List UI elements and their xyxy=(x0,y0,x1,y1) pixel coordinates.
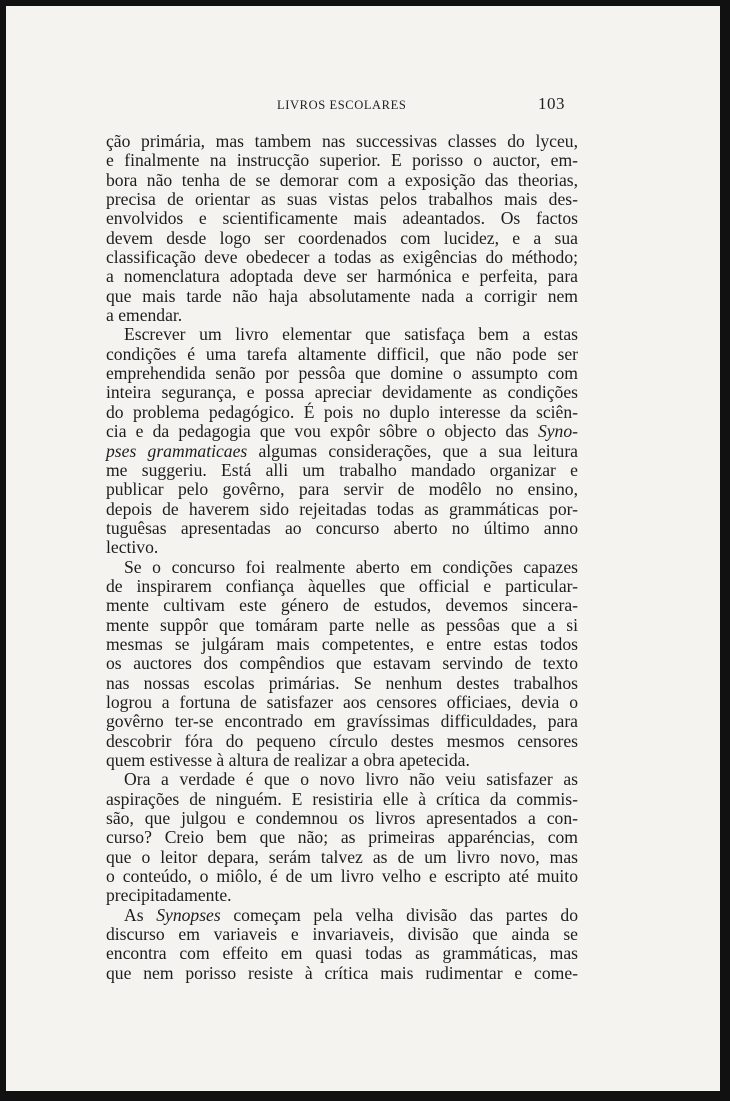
text-line xyxy=(106,248,578,267)
text-line xyxy=(106,519,578,538)
text-line xyxy=(106,751,578,770)
text-line xyxy=(106,461,578,480)
text-line xyxy=(106,287,578,306)
text-line xyxy=(106,828,578,847)
line-text: quem estivesse à altura de realizar a obra apetecida. xyxy=(106,750,470,770)
line-text: a emendar. xyxy=(106,305,183,326)
body-text xyxy=(106,132,578,983)
line-text: mente cultivam este género de estudos, devemos sincera- xyxy=(106,595,578,616)
text-line xyxy=(106,925,578,944)
text-line xyxy=(106,132,578,151)
line-text: Escrever um livro elementar que satisfaça bem a estas xyxy=(124,324,578,345)
line-text: o conteúdo, o miôlo, é de um livro velho e escripto até muito xyxy=(106,866,578,887)
line-text: a nomenclatura adoptada deve ser harmónica e perfeita, para xyxy=(106,266,578,287)
text-line xyxy=(106,151,578,170)
text-line xyxy=(106,558,578,577)
text-line xyxy=(106,422,578,441)
text-line xyxy=(106,442,578,461)
line-text: que mais tarde não haja absolutamente nada a corrigir nem xyxy=(106,285,578,306)
text-line xyxy=(106,693,578,712)
text-line xyxy=(106,674,578,693)
line-text: emprehendida senão por pessôa que domine o assumpto com xyxy=(106,363,578,384)
text-line xyxy=(106,229,578,248)
line-text: os auctores dos compêndios que estavam servindo de texto xyxy=(106,653,578,674)
line-text: do problema pedagógico. É pois no duplo interesse da sciên- xyxy=(106,401,578,422)
line-text: nas nossas escolas primárias. Se nenhum destes trabalhos xyxy=(106,672,578,693)
text-line xyxy=(106,267,578,286)
line-text: bora não tenha de se demorar com a exposição das theorias, xyxy=(106,169,578,190)
line-text: tuguêsas apresentadas ao concurso aberto no último anno xyxy=(106,517,578,538)
text-line xyxy=(106,171,578,190)
text-line xyxy=(106,886,578,905)
line-text: mesmas se julgáram mais competentes, e entre estas todos xyxy=(106,633,578,654)
text-line xyxy=(106,383,578,402)
line-text: que o leitor depara, serám talvez as de um livro novo, mas xyxy=(106,846,578,867)
line-text: lectivo. xyxy=(106,537,159,558)
text-line xyxy=(106,732,578,751)
line-text: classificação deve obedecer a todas as exigências do méthodo; xyxy=(106,247,578,268)
text-line xyxy=(106,538,578,557)
page-number: 103 xyxy=(538,94,565,113)
text-line xyxy=(106,906,578,925)
text-line xyxy=(106,790,578,809)
line-text: aspirações de ninguém. E resistiria elle à crítica da commis- xyxy=(106,788,578,809)
text-line xyxy=(106,635,578,654)
line-text: de inspirarem confiança àquelles que official e particular- xyxy=(106,575,578,596)
line-text: Se o concurso foi realmente aberto em condições capazes xyxy=(124,556,578,577)
line-text: cia e da pedagogia que vou expôr sôbre o objecto das xyxy=(106,421,538,442)
text-line xyxy=(106,190,578,209)
line-text: começam pela velha divisão das partes do xyxy=(220,904,578,925)
line-text: me suggeriu. Está alli um trabalho mandado organizar e xyxy=(106,459,578,480)
text-line xyxy=(106,596,578,615)
italic-term: pses grammaticaes xyxy=(106,440,248,461)
text-line xyxy=(106,500,578,519)
running-head xyxy=(6,94,730,118)
line-text: condições é uma tarefa altamente difficil, que não pode ser xyxy=(106,343,578,364)
line-text: ção primária, mas tambem nas successivas classes do lyceu, xyxy=(106,131,578,151)
text-line xyxy=(106,345,578,364)
line-text: govêrno ter-se encontrado em gravíssimas difficuldades, para xyxy=(106,711,578,732)
text-line xyxy=(106,209,578,228)
line-text: publicar pelo govêrno, para servir de modêlo no ensino, xyxy=(106,479,578,500)
line-text: As xyxy=(124,904,157,925)
text-line xyxy=(106,403,578,422)
text-line xyxy=(106,944,578,963)
line-text: que nem porisso resiste à crítica mais rudimentar e come- xyxy=(106,962,578,983)
text-line xyxy=(106,654,578,673)
text-line xyxy=(106,616,578,635)
text-line xyxy=(106,325,578,344)
line-text: e finalmente na instrucção superior. E porisso o auctor, em- xyxy=(106,150,578,171)
line-text: devem desde logo ser coordenados com lucidez, e a sua xyxy=(106,227,578,248)
line-text: envolvidos e scientificamente mais adeantados. Os factos xyxy=(106,208,578,229)
text-line xyxy=(106,867,578,886)
line-text: descobrir fóra do pequeno círculo destes mesmos censores xyxy=(106,730,578,751)
line-text: são, que julgou e condemnou os livros apresentados a con- xyxy=(106,808,578,829)
line-text: curso? Creio bem que não; as primeiras apparéncias, com xyxy=(106,827,578,848)
line-text: precisa de orientar as suas vistas pelos trabalhos mais des- xyxy=(106,189,578,210)
line-text: encontra com effeito em quasi todas as grammáticas, mas xyxy=(106,943,578,964)
text-line xyxy=(106,306,578,325)
line-text: discurso em variaveis e invariaveis, divisão que ainda se xyxy=(106,924,578,945)
italic-term: Synopses xyxy=(156,904,221,925)
line-text: precipitadamente. xyxy=(106,885,232,906)
line-text: Ora a verdade é que o novo livro não veiu satisfazer as xyxy=(124,769,578,790)
italic-term: Syno- xyxy=(537,421,578,442)
text-line xyxy=(106,848,578,867)
text-line xyxy=(106,712,578,731)
text-line xyxy=(106,577,578,596)
text-line xyxy=(106,770,578,789)
line-text: logrou a fortuna de satisfazer aos censores officiaes, devia o xyxy=(106,691,578,712)
text-line xyxy=(106,964,578,983)
running-title: LIVROS ESCOLARES xyxy=(277,98,407,112)
text-line xyxy=(106,364,578,383)
line-text: depois de haverem sido rejeitadas todas as grammáticas por- xyxy=(106,498,578,519)
text-line xyxy=(106,809,578,828)
text-line xyxy=(106,480,578,499)
line-text: inteira segurança, e possa apreciar devidamente as condições xyxy=(106,382,578,403)
line-text: algumas considerações, que a sua leitura xyxy=(247,440,578,461)
line-text: mente suppôr que tomáram parte nelle as pessôas que a si xyxy=(106,614,578,635)
